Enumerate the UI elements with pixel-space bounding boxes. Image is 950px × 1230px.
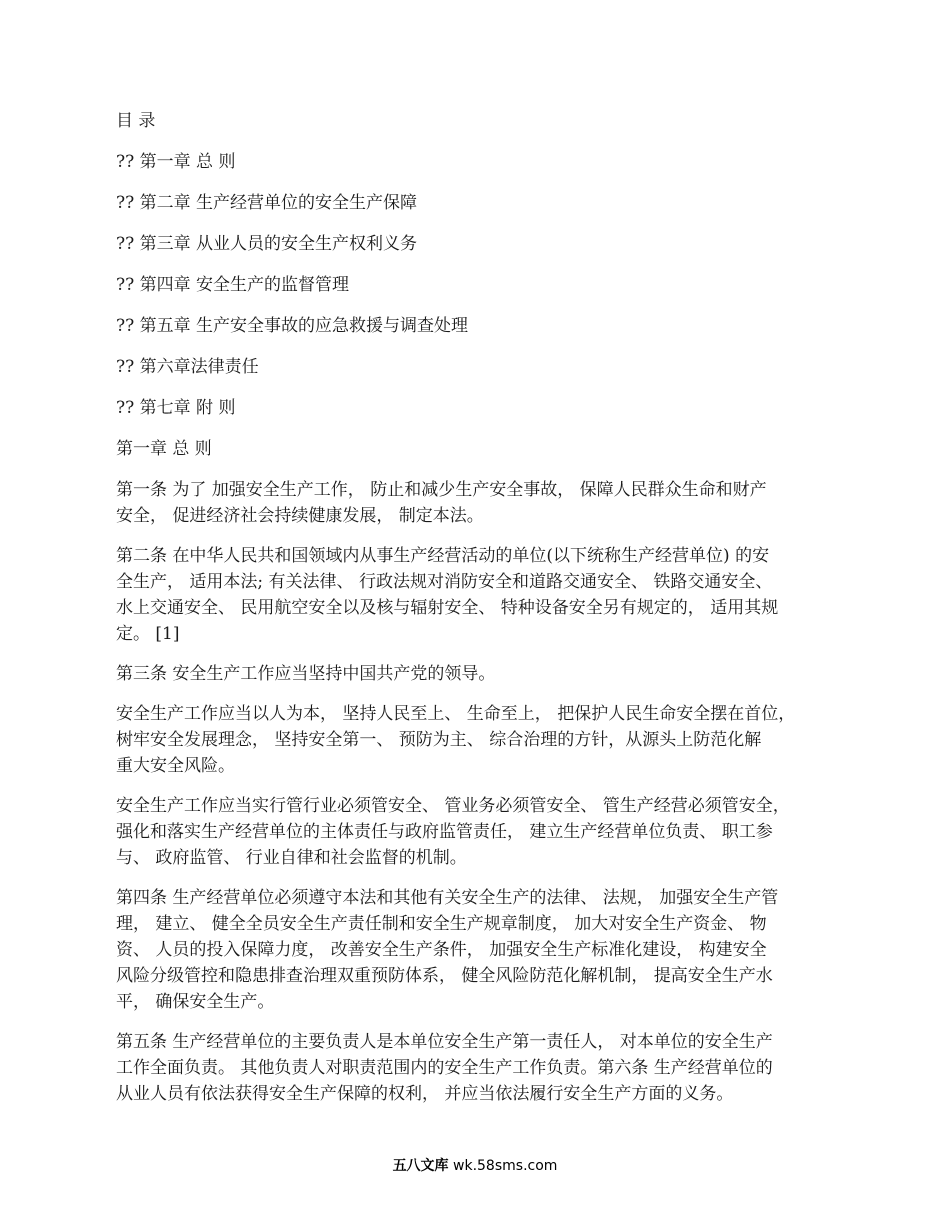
- article-paragraph: [116, 1029, 836, 1107]
- paragraph-line: 树牢安全发展理念， 坚持安全第一、 预防为主、 综合治理的方针，从源头上防范化解: [116, 730, 762, 750]
- article-paragraph: [116, 793, 836, 871]
- paragraph-line: 第二条 在中华人民共和国领域内从事生产经营活动的单位(以下统称生产经营单位) 的安: [116, 546, 770, 566]
- footer-url: wk.58sms.com: [453, 1158, 558, 1174]
- paragraph-line: 第一条 为了 加强安全生产工作， 防止和减少生产安全事故， 保障人民群众生命和财产: [116, 480, 767, 500]
- article-paragraph: [116, 701, 836, 779]
- paragraph-line: 定。 [1]: [116, 624, 180, 644]
- document-body: [116, 108, 836, 1121]
- toc-item: ?? 第二章 生产经营单位的安全生产保障: [116, 193, 418, 213]
- paragraph-line: 从业人员有依法获得安全生产保障的权利， 并应当依法履行安全生产方面的义务。: [116, 1084, 734, 1104]
- paragraph-line: 强化和落实生产经营单位的主体责任与政府监管责任， 建立生产经营单位负责、 职工参: [116, 822, 773, 842]
- footer-brand: 五八文库: [392, 1158, 449, 1174]
- paragraph-line: 理， 建立、 健全全员安全生产责任制和安全生产规章制度， 加大对安全生产资金、 物: [116, 914, 767, 934]
- paragraph-line: 安全， 促进经济社会持续健康发展， 制定本法。: [116, 506, 484, 526]
- paragraph-line: 平， 确保安全生产。: [116, 992, 275, 1012]
- paragraph-line: 第三条 安全生产工作应当坚持中国共产党的领导。: [116, 664, 496, 684]
- paragraph-line: 工作全面负责。 其他负责人对职责范围内的安全生产工作负责。第六条 生产经营单位的: [116, 1058, 773, 1078]
- toc-item: ?? 第七章 附 则: [116, 398, 236, 418]
- paragraph-line: 第四条 生产经营单位必须遵守本法和其他有关安全生产的法律、 法规， 加强安全生产管: [116, 888, 779, 908]
- article-list: [116, 477, 836, 1107]
- toc-item: ?? 第六章法律责任: [116, 357, 259, 377]
- paragraph-line: 安全生产工作应当以人为本， 坚持人民至上、 生命至上， 把保护人民生命安全摆在首位，: [116, 704, 796, 724]
- footer: [0, 1155, 950, 1175]
- article-paragraph: [116, 543, 836, 647]
- toc-title: 目 录: [116, 111, 156, 131]
- paragraph-line: 水上交通安全、 民用航空安全以及核与辐射安全、 特种设备安全另有规定的， 适用其规: [116, 598, 779, 618]
- article-paragraph: [116, 477, 836, 529]
- paragraph-line: 全生产， 适用本法; 有关法律、 行政法规对消防安全和道路交通安全、 铁路交通安全、: [116, 572, 773, 592]
- toc-item: ?? 第五章 生产安全事故的应急救援与调查处理: [116, 316, 469, 336]
- chapter-heading: 第一章 总 则: [116, 439, 212, 459]
- paragraph-line: 风险分级管控和隐患排查治理双重预防体系， 健全风险防范化解机制， 提高安全生产水: [116, 966, 773, 986]
- article-paragraph: [116, 661, 836, 687]
- paragraph-line: 重大安全风险。: [116, 756, 235, 776]
- toc-item: ?? 第一章 总 则: [116, 152, 236, 172]
- toc-list: [116, 149, 836, 421]
- paragraph-line: 第五条 生产经营单位的主要负责人是本单位安全生产第一责任人， 对本单位的安全生产: [116, 1032, 773, 1052]
- toc-item: ?? 第四章 安全生产的监督管理: [116, 275, 350, 295]
- paragraph-line: 与、 政府监管、 行业自律和社会监督的机制。: [116, 848, 467, 868]
- paragraph-line: 资、 人员的投入保障力度， 改善安全生产条件， 加强安全生产标准化建设， 构建安全: [116, 940, 767, 960]
- toc-item: ?? 第三章 从业人员的安全生产权利义务: [116, 234, 418, 254]
- article-paragraph: [116, 885, 836, 1015]
- paragraph-line: 安全生产工作应当实行管行业必须管安全、 管业务必须管安全、 管生产经营必须管安全，: [116, 796, 790, 816]
